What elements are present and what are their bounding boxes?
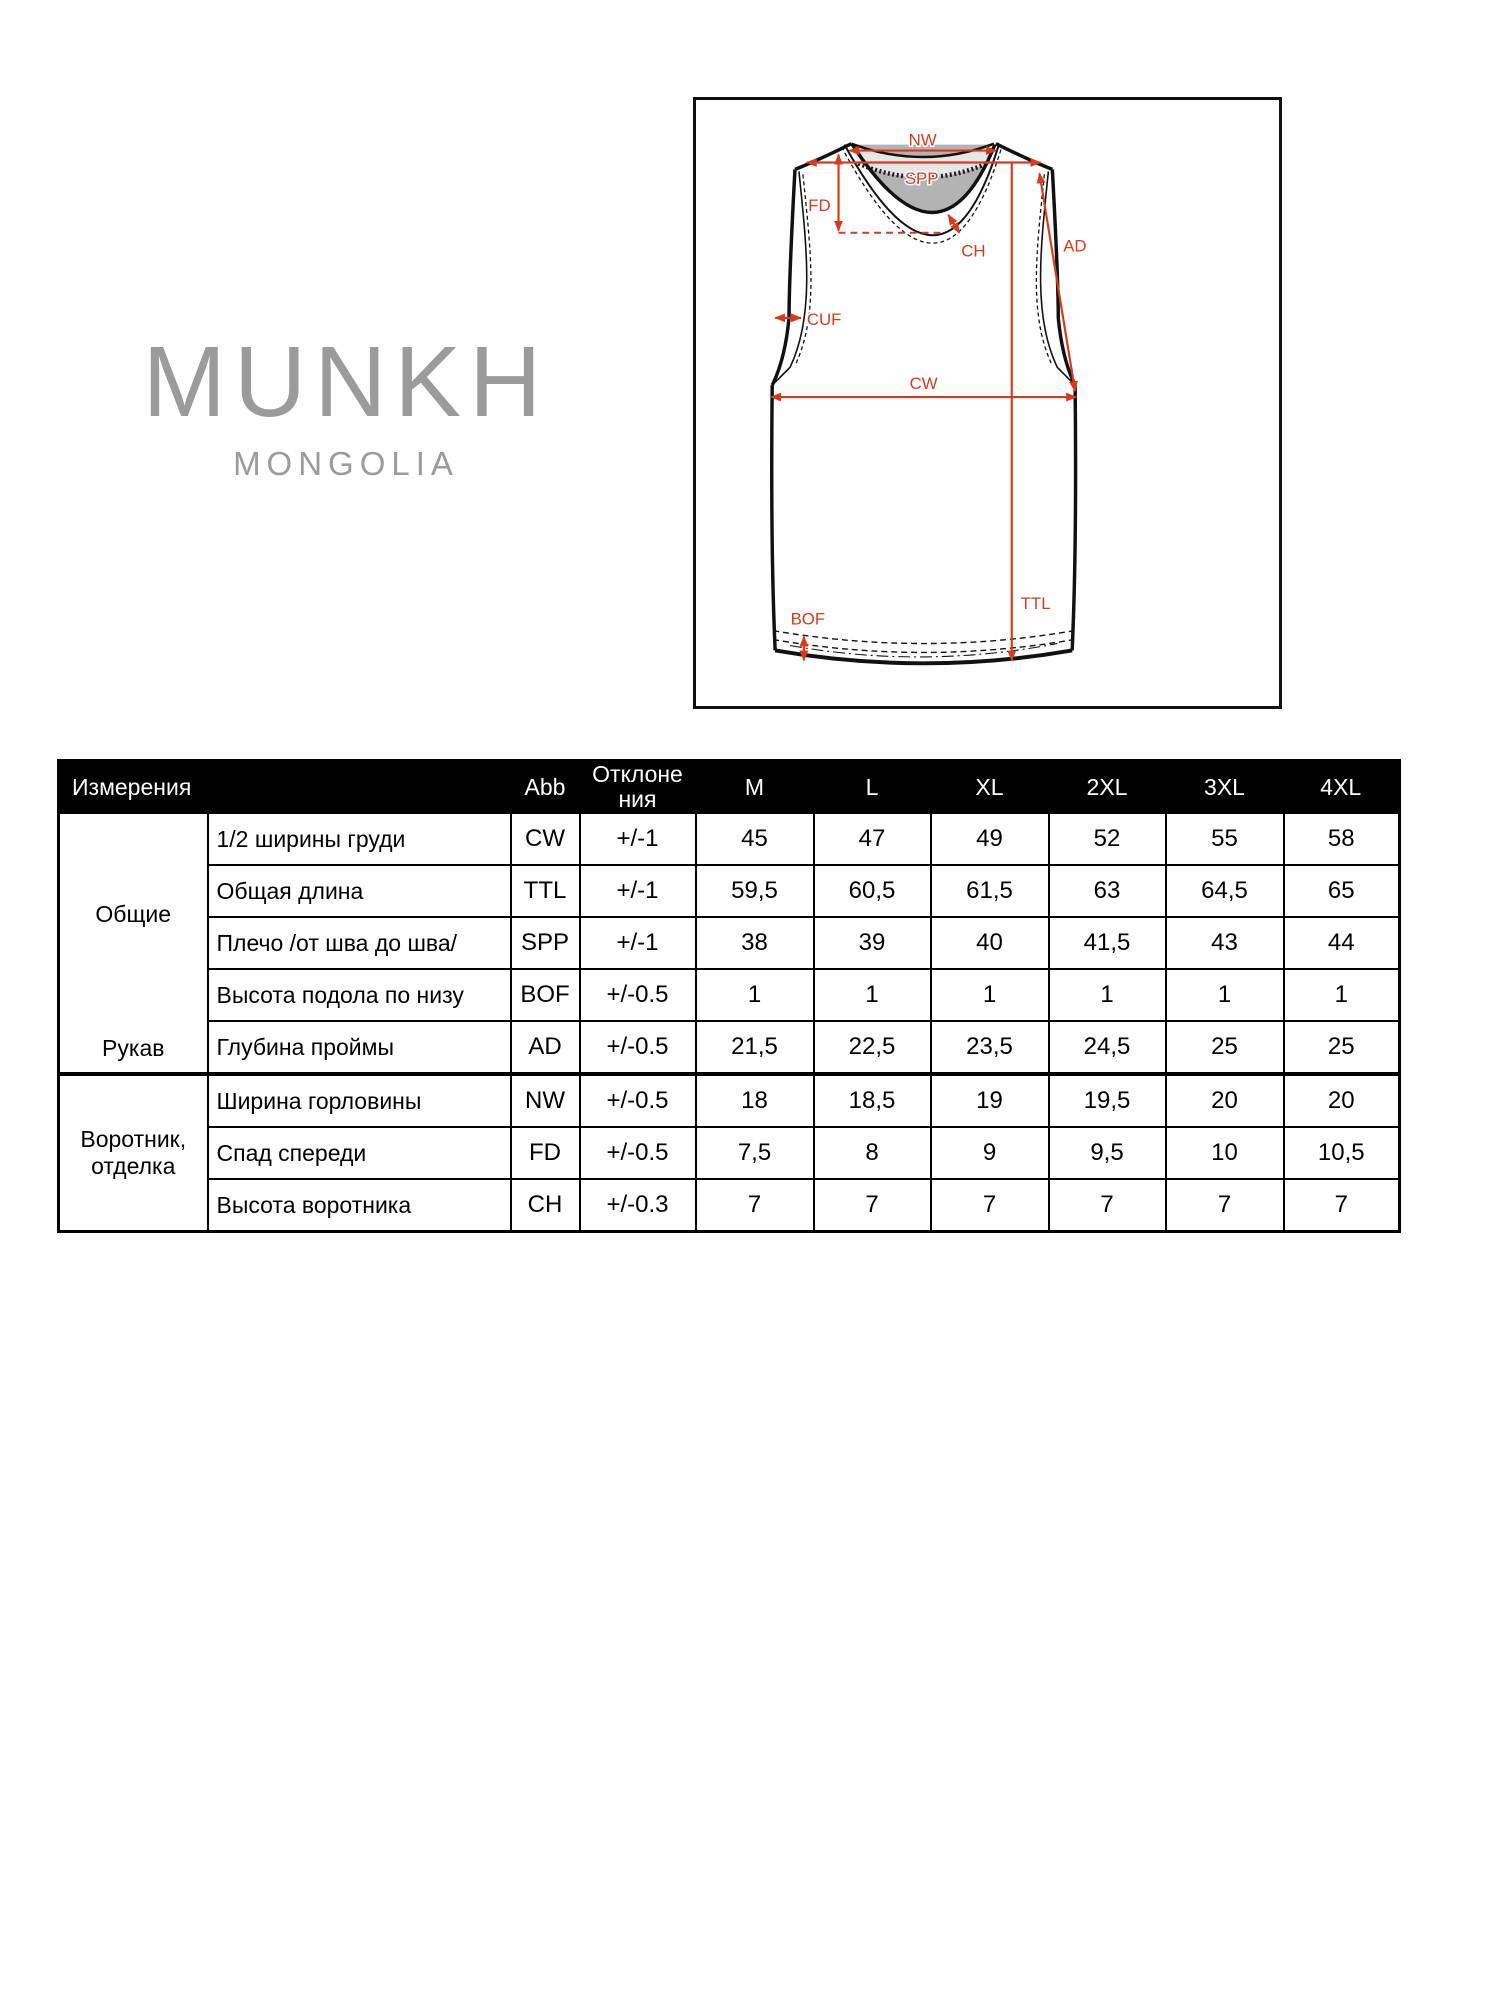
size-value-cell: 9	[931, 1127, 1049, 1179]
size-chart-table	[57, 759, 1401, 1233]
group-cell-collar	[59, 1074, 208, 1232]
size-value-cell: 39	[814, 917, 931, 969]
header-size-l: L	[814, 761, 931, 814]
table-row	[59, 1179, 1400, 1232]
header-size-4xl: 4XL	[1284, 761, 1400, 814]
measurement-name-cell: Общая длина	[208, 865, 511, 917]
ad-arrow	[1039, 173, 1075, 391]
table-row	[59, 813, 1400, 865]
group-label-collar-line2: отделка	[91, 1153, 176, 1179]
tank-top-outline	[772, 144, 1076, 664]
header-size-2xl: 2XL	[1049, 761, 1166, 814]
abb-cell: SPP	[511, 917, 580, 969]
ttl-label: TTL	[1020, 593, 1051, 613]
header-abb: Abb	[511, 761, 580, 814]
size-value-cell: 9,5	[1049, 1127, 1166, 1179]
size-value-cell: 49	[931, 813, 1049, 865]
size-value-cell: 60,5	[814, 865, 931, 917]
group-label-general: Общие	[95, 901, 172, 927]
header-deviation: Отклоне ния	[580, 761, 696, 814]
size-value-cell: 64,5	[1166, 865, 1284, 917]
deviation-cell: +/-1	[580, 865, 696, 917]
size-value-cell: 65	[1284, 865, 1400, 917]
table-row	[59, 1021, 1400, 1074]
size-value-cell: 8	[814, 1127, 931, 1179]
size-value-cell: 59,5	[696, 865, 814, 917]
size-value-cell: 7,5	[696, 1127, 814, 1179]
abb-cell: CH	[511, 1179, 580, 1232]
size-value-cell: 1	[696, 969, 814, 1021]
deviation-cell: +/-0.5	[580, 969, 696, 1021]
size-value-cell: 55	[1166, 813, 1284, 865]
header-size-m: M	[696, 761, 814, 814]
group-label-collar-line1: Воротник,	[80, 1126, 187, 1152]
abb-cell: TTL	[511, 865, 580, 917]
size-value-cell: 18,5	[814, 1074, 931, 1127]
group-label-sleeve: Рукав	[102, 1035, 165, 1061]
spp-label: SPP	[904, 169, 939, 189]
size-value-cell: 61,5	[931, 865, 1049, 917]
size-value-cell: 18	[696, 1074, 814, 1127]
bof-label: BOF	[790, 609, 826, 629]
table-row	[59, 865, 1400, 917]
size-value-cell: 47	[814, 813, 931, 865]
nw-label: NW	[908, 130, 937, 150]
tank-top-measurement-diagram	[696, 100, 1279, 706]
measurement-name-cell: Глубина проймы	[208, 1021, 511, 1074]
abb-cell: CW	[511, 813, 580, 865]
size-value-cell: 7	[1284, 1179, 1400, 1232]
size-value-cell: 1	[814, 969, 931, 1021]
size-value-cell: 10	[1166, 1127, 1284, 1179]
deviation-cell: +/-0.5	[580, 1074, 696, 1127]
size-value-cell: 24,5	[1049, 1021, 1166, 1074]
brand-logo	[140, 326, 552, 483]
size-value-cell: 21,5	[696, 1021, 814, 1074]
size-value-cell: 7	[814, 1179, 931, 1232]
measurement-name-cell: Высота подола по низу	[208, 969, 511, 1021]
size-value-cell: 7	[931, 1179, 1049, 1232]
size-value-cell: 19,5	[1049, 1074, 1166, 1127]
brand-name: MUNKH	[142, 326, 550, 438]
measurement-name-cell: Высота воротника	[208, 1179, 511, 1232]
deviation-cell: +/-0.5	[580, 1127, 696, 1179]
size-value-cell: 63	[1049, 865, 1166, 917]
cw-label: CW	[909, 374, 938, 394]
cuf-label: CUF	[806, 309, 842, 329]
deviation-cell: +/-0.3	[580, 1179, 696, 1232]
size-value-cell: 38	[696, 917, 814, 969]
garment-diagram-box	[693, 97, 1282, 709]
abb-cell: AD	[511, 1021, 580, 1074]
table-row	[59, 969, 1400, 1021]
size-value-cell: 44	[1284, 917, 1400, 969]
deviation-cell: +/-0.5	[580, 1021, 696, 1074]
ch-label: CH	[961, 241, 986, 261]
abb-cell: BOF	[511, 969, 580, 1021]
ad-label: AD	[1063, 236, 1087, 256]
measurement-name-cell: Плечо /от шва до шва/	[208, 917, 511, 969]
size-value-cell: 10,5	[1284, 1127, 1400, 1179]
size-value-cell: 20	[1284, 1074, 1400, 1127]
size-value-cell: 1	[931, 969, 1049, 1021]
abb-cell: NW	[511, 1074, 580, 1127]
measurement-name-cell: Ширина горловины	[208, 1074, 511, 1127]
size-value-cell: 7	[1049, 1179, 1166, 1232]
deviation-cell: +/-1	[580, 917, 696, 969]
size-value-cell: 52	[1049, 813, 1166, 865]
size-value-cell: 43	[1166, 917, 1284, 969]
size-value-cell: 23,5	[931, 1021, 1049, 1074]
measurement-name-cell: Спад спереди	[208, 1127, 511, 1179]
table-row	[59, 1127, 1400, 1179]
size-value-cell: 25	[1284, 1021, 1400, 1074]
deviation-cell: +/-1	[580, 813, 696, 865]
header-size-xl: XL	[931, 761, 1049, 814]
brand-subtitle: MONGOLIA	[233, 445, 459, 482]
size-value-cell: 58	[1284, 813, 1400, 865]
table-row	[59, 917, 1400, 969]
size-value-cell: 1	[1166, 969, 1284, 1021]
size-value-cell: 7	[1166, 1179, 1284, 1232]
fd-label: FD	[808, 195, 831, 215]
size-value-cell: 19	[931, 1074, 1049, 1127]
size-value-cell: 20	[1166, 1074, 1284, 1127]
size-value-cell: 1	[1284, 969, 1400, 1021]
abb-cell: FD	[511, 1127, 580, 1179]
header-measurements: Измерения	[59, 761, 511, 814]
size-value-cell: 7	[696, 1179, 814, 1232]
header-size-3xl: 3XL	[1166, 761, 1284, 814]
table-header-row	[59, 761, 1400, 814]
size-value-cell: 1	[1049, 969, 1166, 1021]
size-value-cell: 41,5	[1049, 917, 1166, 969]
measurement-name-cell: 1/2 ширины груди	[208, 813, 511, 865]
group-cell-general-sleeve	[59, 813, 208, 1074]
table-row	[59, 1074, 1400, 1127]
size-value-cell: 22,5	[814, 1021, 931, 1074]
size-value-cell: 45	[696, 813, 814, 865]
size-value-cell: 25	[1166, 1021, 1284, 1074]
size-value-cell: 40	[931, 917, 1049, 969]
